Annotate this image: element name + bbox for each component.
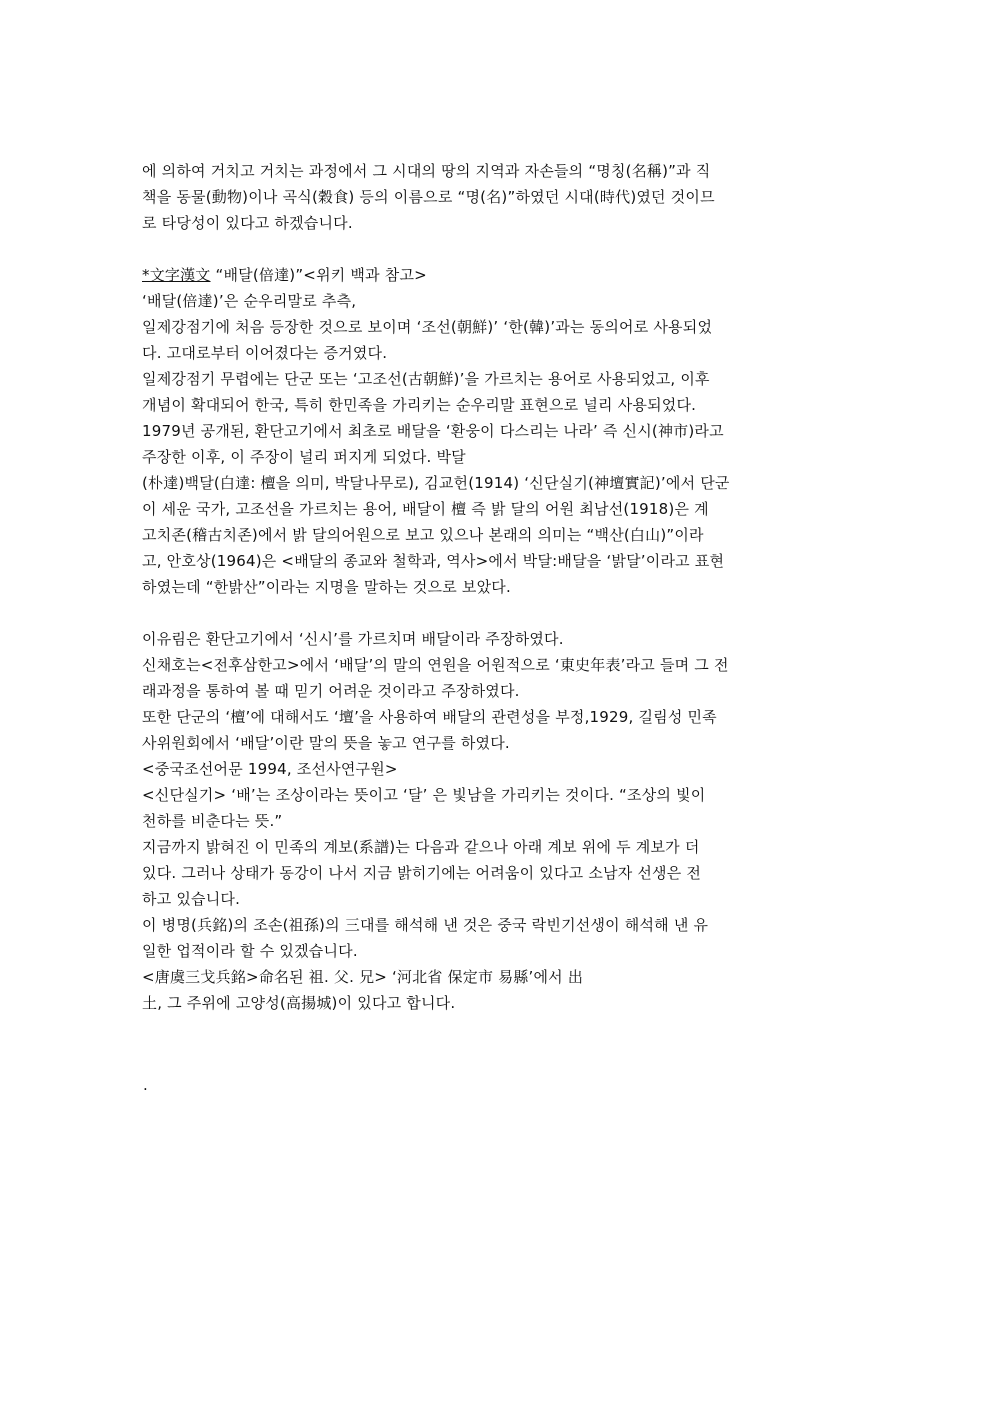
text-line: 천하를 비춘다는 뜻.”	[142, 812, 283, 830]
baedal-definition-paragraph	[142, 288, 854, 600]
text-line: 土, 그 주위에 고양성(高揚城)이 있다고 합니다.	[142, 994, 456, 1012]
text-line: 일제강점기에 처음 등장한 것으로 보이며 ‘조선(朝鮮)’ ‘한(韓)’과는 동의어로 사용되었	[142, 318, 713, 336]
text-line: (朴達)백달(白達: 檀을 의미, 박달나무로), 김교헌(1914) ‘신단실기(神壇實記)’에서 단군	[142, 474, 730, 492]
text-line: 주장한 이후, 이 주장이 널리 퍼지게 되었다. 박달	[142, 448, 466, 466]
text-line: <신단실기> ‘배’는 조상이라는 뜻이고 ‘달’ 은 빛남을 가리키는 것이다. “조상의 빛이	[142, 786, 706, 804]
text-line: 고치존(稽古치존)에서 밝 달의어원으로 보고 있으나 본래의 의미는 “백산(白山)”이라	[142, 526, 704, 544]
text-line: 이 병명(兵銘)의 조손(祖孫)의 三대를 해석해 낸 것은 중국 락빈기선생이 해석해 낸 유	[142, 916, 709, 934]
text-line: 하고 있습니다.	[142, 890, 241, 908]
heading-line	[142, 262, 854, 288]
text-line: 다. 고대로부터 이어졌다는 증거였다.	[142, 344, 388, 362]
text-line: ‘배달(倍達)’은 순우리말로 추측,	[142, 292, 357, 310]
intro-paragraph	[142, 158, 854, 236]
section-heading	[142, 262, 854, 288]
document-body	[142, 158, 854, 1016]
paragraph-gap	[142, 600, 854, 626]
scholars-paragraph	[142, 626, 854, 1016]
text-line: 일제강점기 무렵에는 단군 또는 ‘고조선(古朝鮮)’을 가르치는 용어로 사용되었고, 이후	[142, 370, 710, 388]
text-line: 신채호는<전후삼한고>에서 ‘배달’의 말의 연원을 어원적으로 ‘東史年表’라고 들며 그 전	[142, 656, 729, 674]
text-line: 일한 업적이라 할 수 있겠습니다.	[142, 942, 358, 960]
text-line: 또한 단군의 ‘檀’에 대해서도 ‘壇’을 사용하여 배달의 관련성을 부정,1929, 길림성 민족	[142, 708, 717, 726]
text-line: 1979년 공개된, 환단고기에서 최초로 배달을 ‘환웅이 다스리는 나라’ 즉 신시(神市)라고	[142, 422, 724, 440]
text-line: 하였는데 “한밝산”이라는 지명을 말하는 것으로 보았다.	[142, 578, 511, 596]
text-line: 에 의하여 거치고 거치는 과정에서 그 시대의 땅의 지역과 자손들의 “명칭(名稱)”과 직	[142, 162, 711, 180]
text-line: <唐虞三戈兵銘>命名된 祖. 父. 兄> ‘河北省 保定市 易縣’에서 出	[142, 968, 584, 986]
text-line: 고, 안호상(1964)은 <배달의 종교와 철학과, 역사>에서 박달:배달을 ‘밝달’이라고 표현	[142, 552, 725, 570]
trailing-period: .	[143, 1076, 148, 1094]
text-line: 책을 동물(動物)이나 곡식(穀食) 등의 이름으로 “명(名)”하였던 시대(時代)였던 것이므	[142, 188, 715, 206]
text-line: 래과정을 통하여 볼 때 믿기 어려운 것이라고 주장하였다.	[142, 682, 520, 700]
heading-underlined: *文字漢文	[142, 266, 211, 284]
paragraph-gap	[142, 236, 854, 262]
heading-rest: “배달(倍達)”<위키 백과 참고>	[210, 266, 427, 284]
text-line: 지금까지 밝혀진 이 민족의 계보(系譜)는 다음과 같으나 아래 계보 위에 두 계보가 더	[142, 838, 700, 856]
text-line: 있다. 그러나 상태가 동강이 나서 지금 밝히기에는 어려움이 있다고 소남자 선생은 전	[142, 864, 702, 882]
text-line: 사위원회에서 ‘배달’이란 말의 뜻을 놓고 연구를 하였다.	[142, 734, 510, 752]
text-line: 이유림은 환단고기에서 ‘신시’를 가르치며 배달이라 주장하였다.	[142, 630, 564, 648]
text-line: <중국조선어문 1994, 조선사연구원>	[142, 760, 398, 778]
text-line: 로 타당성이 있다고 하겠습니다.	[142, 214, 353, 232]
text-line: 개념이 확대되어 한국, 특히 한민족을 가리키는 순우리말 표현으로 널리 사용되었다.	[142, 396, 697, 414]
text-line: 이 세운 국가, 고조선을 가르치는 용어, 배달이 檀 즉 밝 달의 어원 최남선(1918)은 계	[142, 500, 709, 518]
